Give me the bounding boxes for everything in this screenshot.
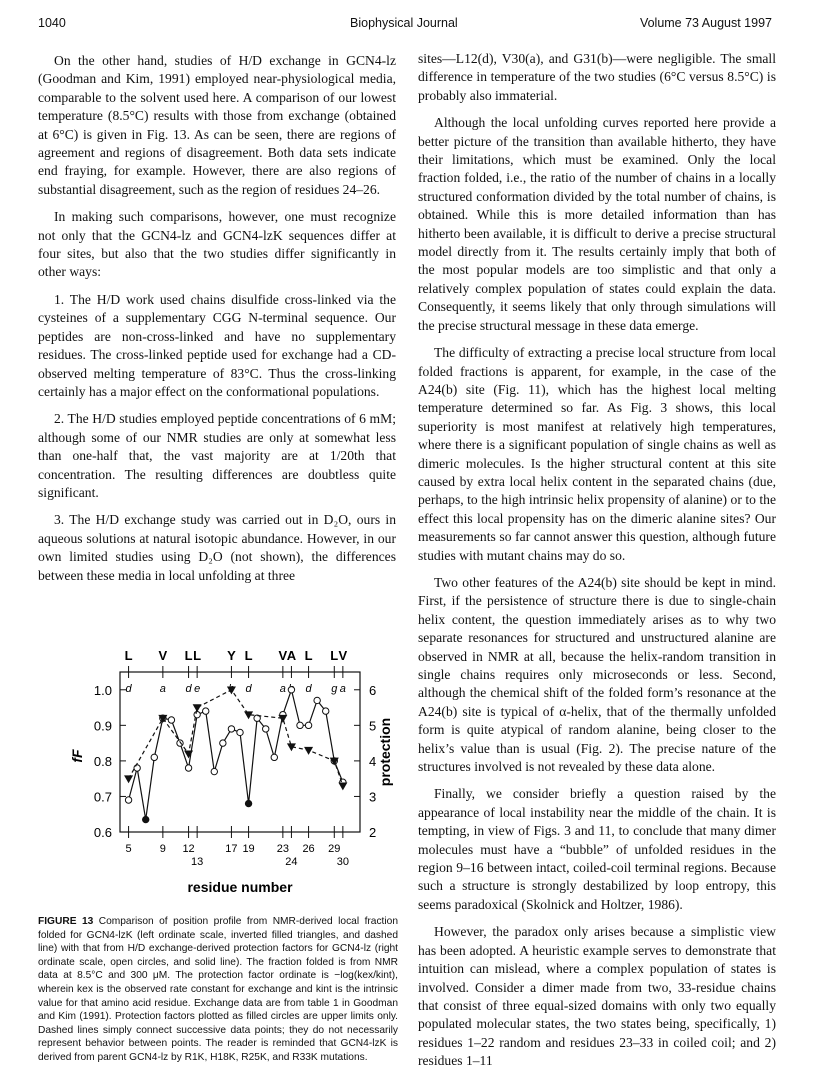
- top-residue-letter: L: [184, 648, 193, 663]
- bottom-tick-label: 17: [225, 843, 238, 855]
- list-item: 3. The H/D exchange study was carried out in D₂O, ours in aqueous solutions at natural isotopic abundance. However, in our own limited studies using D₂O (not shown), the differences between these media in local unfolding at three: [38, 512, 396, 583]
- protection-point: [263, 726, 269, 732]
- top-heptad-letter: a: [339, 683, 346, 695]
- right-tick-label: 6: [369, 682, 377, 698]
- protection-point: [323, 708, 329, 714]
- protection-point: [211, 768, 217, 774]
- list-item: 1. The H/D work used chains disulfide cross-linked via the cysteines of a supplementary CGG N-terminal sequence. Our peptides are non-cross-linked and have no supplementary residues. The cross-linked peptide used for exchange had a CD-observed melting temperature of 83°C. Thus the cross-linking certainly has a major effect on the conformational populations.: [38, 291, 396, 399]
- protection-point-upper-limit: [245, 800, 251, 806]
- bottom-tick-label: 30: [336, 856, 349, 868]
- paragraph: However, the paradox only arises because a simplistic view has been adopted. A heuristic example serves to demonstrate that intuition can mislead, where a complex population of states is involved. Consider a dimer made from two, 33-residue chains that consist of three equal-sized domains with only two equally populated molecular states, the two states being, specifically, 1) residues 1–22 random and residues 23–33 in coiled coil; and 2) residues 1–11: [418, 924, 776, 1069]
- fraction-folded-point: [125, 776, 133, 783]
- top-residue-letter: L: [124, 648, 133, 663]
- right-axis-label: protection: [377, 717, 393, 787]
- top-residue-letter: A: [286, 648, 297, 663]
- fraction-folded-line: [129, 690, 343, 786]
- protection-point: [151, 754, 157, 760]
- right-column: [418, 50, 776, 1080]
- protection-point: [288, 687, 294, 693]
- paragraph: sites—L12(d), V30(a), and G31(b)—were negligible. The small difference in temperature of the two studies (6°C versus 8.5°C) is probably also immaterial.: [418, 51, 776, 103]
- bottom-tick-label: 12: [182, 843, 195, 855]
- right-tick-label: 2: [369, 825, 377, 840]
- caption-text: Comparison of position profile from NMR-derived local fraction folded for GCN4-lzK (left ordinate scale, inverted filled triangles, and dashed line) with that from H/D exchange-derived protection factors for GCN4-lz (right ordinate scale, open circles, and solid line). The fraction folded is from NMR data at 8.5°C and 300 μM. The protection factor ordinate is −log(kex/kint), wherein kex is the observed rate constant for exchange and kint is the intrinsic value for that amino acid residue. Exchange data are from table 1 in Goodman and Kim (1991). Protection factors plotted as filled circles are upper limits only. Dashed lines simply connect successive data points; they do not necessarily represent behavior between points. The reader is reminded that GCN4-lzK is derived from parent GCN4-lz by R1K, H18K, R25K, and R33K mutations.: [38, 916, 398, 1063]
- top-heptad-letter: d: [305, 683, 312, 695]
- right-tick-label: 4: [369, 753, 377, 769]
- protection-point: [314, 697, 320, 703]
- bottom-tick-label: 13: [191, 856, 204, 868]
- figure-13: [38, 640, 400, 902]
- top-residue-letter: V: [338, 648, 348, 663]
- figure-caption: [38, 915, 398, 1065]
- bottom-tick-label: 24: [285, 856, 298, 868]
- bottom-tick-label: 5: [125, 843, 132, 855]
- page-number: 1040: [38, 16, 66, 30]
- x-axis-label: residue number: [187, 879, 293, 895]
- fraction-folded-point: [193, 705, 201, 712]
- fraction-folded-point: [339, 783, 347, 790]
- protection-point: [237, 729, 243, 735]
- volume-info: Volume 73 August 1997: [639, 16, 772, 30]
- top-heptad-letter: e: [194, 683, 201, 695]
- top-residue-letter: L: [304, 648, 313, 663]
- top-residue-letter: L: [244, 648, 253, 663]
- bottom-tick-label: 23: [276, 843, 289, 855]
- top-residue-letter: V: [158, 648, 168, 663]
- paragraph: Although the local unfolding curves reported here provide a better picture of the transition than available hitherto, they have their limitations, which must be examined. Only the local fraction folded, i.e., the ratio of the number of chains in a locally structured conformation divided by the total number of chains, is obtained. While this is more detailed information than has hitherto been available, it is difficult to derive a precise structural model directly from it. The results certainly imply that both of the most popular models are too simplistic and that only a relatively complex population of states could explain the data. Consequently, it seems likely that only through simulations will the precise structural message in these data emerge.: [418, 115, 776, 333]
- protection-point: [125, 797, 131, 803]
- protection-point: [134, 765, 140, 771]
- right-tick-label: 5: [369, 718, 377, 734]
- bottom-tick-label: 19: [242, 843, 255, 855]
- top-residue-letter: L: [193, 648, 202, 663]
- protection-point: [177, 740, 183, 746]
- top-residue-letter: L: [330, 648, 339, 663]
- paragraph: Two other features of the A24(b) site should be kept in mind. First, if the persistence of structure there is due to single-chain helix content, the question immediately arises as to why two separate resonances for structured and unstructured alanine are observed in NMR at all, because the helix-random transition in single chains requires only microseconds or less. Second, although the chemical shift of the folded form’s resonance at the A24(b) site is typical of α-helix, that of the thermally unfolded form is quite atypical of random alanine, being closer to the helix’s value than is usual (Fig. 2). The precise nature of the structures involved is not revealed by these data alone.: [418, 574, 776, 775]
- list-item: 2. The H/D studies employed peptide concentrations of 6 mM; although some of our NMR studies are only at somewhat less than one-half that, the vast majority are at 1/20th that concentration. The resulting differences are doubtless quite significant.: [38, 411, 396, 500]
- left-tick-label: 0.9: [93, 718, 112, 734]
- fraction-folded-point: [305, 747, 313, 754]
- left-tick-label: 0.6: [93, 825, 112, 840]
- protection-point: [297, 722, 303, 728]
- left-tick-label: 0.7: [93, 789, 112, 805]
- left-tick-label: 1.0: [93, 682, 112, 698]
- bottom-tick-label: 26: [302, 843, 315, 855]
- figure-13-chart: [38, 640, 400, 902]
- paragraph: The difficulty of extracting a precise local structure from local folded fractions is apparent, for example, in the case of the A24(b) site (Fig. 11), which has the highest local melting temperature determined so far. As Fig. 3 shows, this local superiority is most manifest at relatively high temperatures, where there is a significant population of single chains as well as dimeric molecules. Is the higher structural content at this site caused by extra local helix content in the separated chains (due, perhaps, to the high intrinsic helix propensity of alanine) or to the effect this local propensity has on the dimeric alanine sites? Our measurements so far cannot answer this question, although future studies with mutant chains may do so.: [418, 345, 776, 563]
- fraction-folded-point: [279, 715, 287, 722]
- running-header: [0, 16, 816, 36]
- protection-point-upper-limit: [143, 816, 149, 822]
- right-tick-label: 3: [369, 789, 377, 805]
- left-axis-label: fF: [69, 749, 85, 763]
- bottom-tick-label: 29: [328, 843, 341, 855]
- top-heptad-letter: a: [159, 683, 166, 695]
- protection-point: [203, 708, 209, 714]
- top-heptad-letter: a: [279, 683, 286, 695]
- top-heptad-letter: d: [125, 683, 132, 695]
- bottom-tick-label: 9: [159, 843, 166, 855]
- protection-point: [168, 717, 174, 723]
- protection-point: [305, 722, 311, 728]
- protection-point: [228, 726, 234, 732]
- journal-name: Biophysical Journal: [350, 16, 458, 30]
- protection-point: [185, 765, 191, 771]
- paragraph: Finally, we consider briefly a question raised by the appearance of local instability near the middle of the chain. It is tempting, in view of Figs. 3 and 11, to conclude that many dimer molecules must have a “bubble” of unfolded residues in the region 9–16 between intact, coiled-coil terminal regions. Because such a structure is strongly destabilized by loop entropy, this seems paradoxical (Skolnick and Holtzer, 1986).: [418, 786, 776, 912]
- top-residue-letter: Y: [227, 648, 236, 663]
- top-residue-letter: V: [278, 648, 288, 663]
- paragraph: On the other hand, studies of H/D exchange in GCN4-lz (Goodman and Kim, 1991) employed near-physiological media, comparable to the solvent used here. A comparison of our lowest temperature (8.5°C) results with those from exchange (obtained at 6°C) is given in Fig. 13. As can be seen, there are regions of agreement and regions of disagreement. Both data sets indicate end fraying, for example. However, there are also regions of substantial disagreement, such as the region of residues 24–26.: [38, 53, 396, 197]
- left-tick-label: 0.8: [93, 753, 112, 769]
- caption-label: FIGURE 13: [38, 916, 94, 927]
- protection-point: [271, 754, 277, 760]
- left-column: [38, 52, 396, 594]
- top-heptad-letter: d: [245, 683, 252, 695]
- top-heptad-letter: d: [185, 683, 192, 695]
- top-heptad-letter: g: [331, 683, 338, 695]
- protection-point: [220, 740, 226, 746]
- protection-line: [129, 690, 343, 820]
- paragraph: In making such comparisons, however, one must recognize not only that the GCN4-lz and GCN4-lzK sequences differ at four sites, but also that the two studies differ significantly in other ways:: [38, 209, 396, 280]
